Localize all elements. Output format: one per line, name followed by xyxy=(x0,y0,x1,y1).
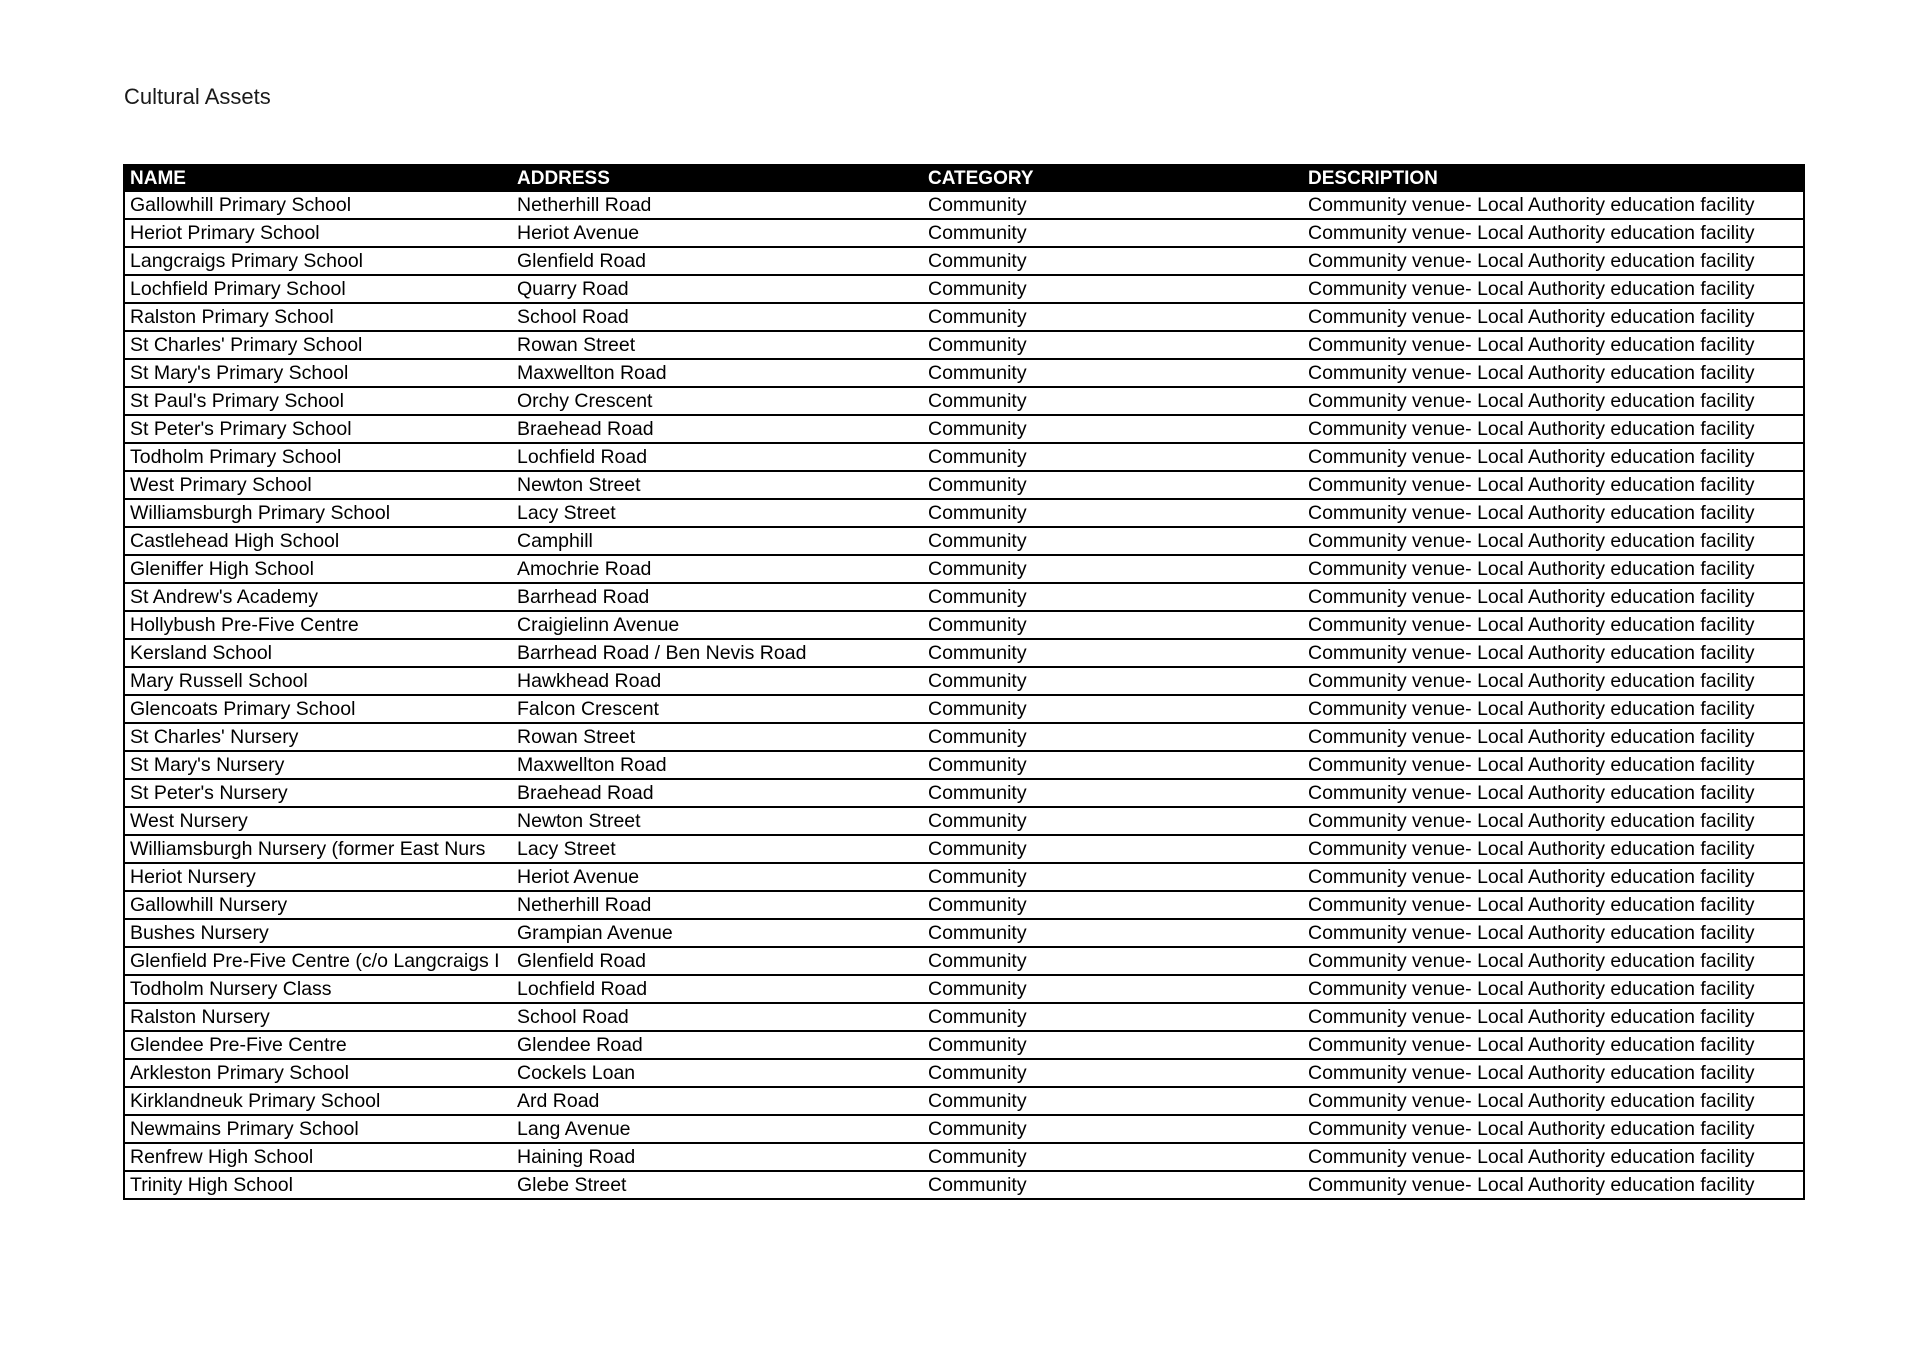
cell-address: Hawkhead Road xyxy=(512,667,923,695)
table-row xyxy=(124,555,1804,583)
cell-name: St Charles' Nursery xyxy=(124,723,512,751)
cell-category: Community xyxy=(923,751,1303,779)
cell-name: Todholm Nursery Class xyxy=(124,975,512,1003)
cell-category: Community xyxy=(923,555,1303,583)
cell-name: Castlehead High School xyxy=(124,527,512,555)
cell-description: Community venue- Local Authority education facility xyxy=(1303,219,1804,247)
cell-name: Heriot Nursery xyxy=(124,863,512,891)
cell-address: Maxwellton Road xyxy=(512,359,923,387)
cell-name: St Peter's Primary School xyxy=(124,415,512,443)
cell-description: Community venue- Local Authority education facility xyxy=(1303,1115,1804,1143)
cell-category: Community xyxy=(923,192,1303,219)
cell-category: Community xyxy=(923,331,1303,359)
cell-address: Orchy Crescent xyxy=(512,387,923,415)
table-row xyxy=(124,611,1804,639)
cell-category: Community xyxy=(923,1143,1303,1171)
cell-description: Community venue- Local Authority education facility xyxy=(1303,499,1804,527)
cell-category: Community xyxy=(923,723,1303,751)
cell-name: Lochfield Primary School xyxy=(124,275,512,303)
table-row xyxy=(124,1031,1804,1059)
header-name: NAME xyxy=(124,165,512,192)
page-title: Cultural Assets xyxy=(124,84,271,109)
cell-category: Community xyxy=(923,975,1303,1003)
cell-description: Community venue- Local Authority education facility xyxy=(1303,975,1804,1003)
cell-category: Community xyxy=(923,1031,1303,1059)
cell-address: School Road xyxy=(512,303,923,331)
table-row xyxy=(124,192,1804,219)
table-row xyxy=(124,695,1804,723)
cell-name: West Primary School xyxy=(124,471,512,499)
table-row xyxy=(124,1115,1804,1143)
cell-name: Mary Russell School xyxy=(124,667,512,695)
cell-description: Community venue- Local Authority education facility xyxy=(1303,527,1804,555)
cell-name: St Mary's Primary School xyxy=(124,359,512,387)
cell-address: Heriot Avenue xyxy=(512,219,923,247)
cell-category: Community xyxy=(923,499,1303,527)
cell-description: Community venue- Local Authority education facility xyxy=(1303,695,1804,723)
cell-name: Langcraigs Primary School xyxy=(124,247,512,275)
cell-description: Community venue- Local Authority education facility xyxy=(1303,779,1804,807)
cell-description: Community venue- Local Authority education facility xyxy=(1303,667,1804,695)
cell-address: Netherhill Road xyxy=(512,891,923,919)
cell-category: Community xyxy=(923,275,1303,303)
cell-category: Community xyxy=(923,1115,1303,1143)
cell-description: Community venue- Local Authority education facility xyxy=(1303,863,1804,891)
cell-address: Barrhead Road / Ben Nevis Road xyxy=(512,639,923,667)
cell-address: Glenfield Road xyxy=(512,247,923,275)
cell-description: Community venue- Local Authority education facility xyxy=(1303,555,1804,583)
table-row xyxy=(124,891,1804,919)
table-row xyxy=(124,303,1804,331)
header-description: DESCRIPTION xyxy=(1303,165,1804,192)
cell-name: Glencoats Primary School xyxy=(124,695,512,723)
cell-category: Community xyxy=(923,807,1303,835)
cell-description: Community venue- Local Authority education facility xyxy=(1303,947,1804,975)
cell-description: Community venue- Local Authority education facility xyxy=(1303,583,1804,611)
cell-category: Community xyxy=(923,947,1303,975)
cell-description: Community venue- Local Authority education facility xyxy=(1303,1171,1804,1199)
cell-address: Lochfield Road xyxy=(512,443,923,471)
table-row xyxy=(124,1171,1804,1199)
table-row xyxy=(124,863,1804,891)
cell-category: Community xyxy=(923,1059,1303,1087)
cell-address: Craigielinn Avenue xyxy=(512,611,923,639)
cell-description: Community venue- Local Authority education facility xyxy=(1303,919,1804,947)
cell-name: St Charles' Primary School xyxy=(124,331,512,359)
cell-category: Community xyxy=(923,779,1303,807)
cell-description: Community venue- Local Authority education facility xyxy=(1303,415,1804,443)
cell-description: Community venue- Local Authority education facility xyxy=(1303,891,1804,919)
cell-description: Community venue- Local Authority education facility xyxy=(1303,471,1804,499)
cell-name: Gleniffer High School xyxy=(124,555,512,583)
table-row xyxy=(124,975,1804,1003)
header-category: CATEGORY xyxy=(923,165,1303,192)
cell-address: Lang Avenue xyxy=(512,1115,923,1143)
cell-name: Trinity High School xyxy=(124,1171,512,1199)
cell-category: Community xyxy=(923,471,1303,499)
cell-description: Community venue- Local Authority education facility xyxy=(1303,192,1804,219)
cell-address: Rowan Street xyxy=(512,331,923,359)
cell-description: Community venue- Local Authority education facility xyxy=(1303,247,1804,275)
cell-description: Community venue- Local Authority education facility xyxy=(1303,443,1804,471)
cell-name: St Paul's Primary School xyxy=(124,387,512,415)
cell-name: Gallowhill Nursery xyxy=(124,891,512,919)
cell-address: Glendee Road xyxy=(512,1031,923,1059)
cell-address: Amochrie Road xyxy=(512,555,923,583)
cell-name: Renfrew High School xyxy=(124,1143,512,1171)
cell-description: Community venue- Local Authority education facility xyxy=(1303,1003,1804,1031)
cell-address: Grampian Avenue xyxy=(512,919,923,947)
cell-address: School Road xyxy=(512,1003,923,1031)
cell-name: Bushes Nursery xyxy=(124,919,512,947)
cell-description: Community venue- Local Authority education facility xyxy=(1303,807,1804,835)
cell-description: Community venue- Local Authority education facility xyxy=(1303,1059,1804,1087)
table-row xyxy=(124,331,1804,359)
cell-category: Community xyxy=(923,863,1303,891)
cell-description: Community venue- Local Authority education facility xyxy=(1303,331,1804,359)
cell-name: Ralston Nursery xyxy=(124,1003,512,1031)
cell-name: Ralston Primary School xyxy=(124,303,512,331)
table-row xyxy=(124,415,1804,443)
table-row xyxy=(124,471,1804,499)
cell-category: Community xyxy=(923,639,1303,667)
cell-name: Heriot Primary School xyxy=(124,219,512,247)
cell-name: St Peter's Nursery xyxy=(124,779,512,807)
table-header xyxy=(124,165,1804,192)
cell-category: Community xyxy=(923,611,1303,639)
cell-address: Lochfield Road xyxy=(512,975,923,1003)
cell-address: Barrhead Road xyxy=(512,583,923,611)
table-row xyxy=(124,387,1804,415)
cell-address: Newton Street xyxy=(512,807,923,835)
cell-address: Glenfield Road xyxy=(512,947,923,975)
cell-category: Community xyxy=(923,583,1303,611)
cell-category: Community xyxy=(923,1003,1303,1031)
cell-category: Community xyxy=(923,1087,1303,1115)
cell-address: Heriot Avenue xyxy=(512,863,923,891)
cell-category: Community xyxy=(923,219,1303,247)
cell-category: Community xyxy=(923,303,1303,331)
cell-description: Community venue- Local Authority education facility xyxy=(1303,1087,1804,1115)
cell-name: Williamsburgh Primary School xyxy=(124,499,512,527)
cell-category: Community xyxy=(923,387,1303,415)
cell-description: Community venue- Local Authority education facility xyxy=(1303,387,1804,415)
cell-category: Community xyxy=(923,359,1303,387)
cell-address: Lacy Street xyxy=(512,499,923,527)
cell-address: Cockels Loan xyxy=(512,1059,923,1087)
cell-name: Todholm Primary School xyxy=(124,443,512,471)
table-row xyxy=(124,751,1804,779)
table-row xyxy=(124,583,1804,611)
cell-description: Community venue- Local Authority education facility xyxy=(1303,359,1804,387)
cell-description: Community venue- Local Authority education facility xyxy=(1303,275,1804,303)
cell-address: Ard Road xyxy=(512,1087,923,1115)
cell-category: Community xyxy=(923,919,1303,947)
cell-name: St Mary's Nursery xyxy=(124,751,512,779)
table-row xyxy=(124,667,1804,695)
cell-description: Community venue- Local Authority education facility xyxy=(1303,1143,1804,1171)
cell-description: Community venue- Local Authority education facility xyxy=(1303,835,1804,863)
table-row xyxy=(124,1087,1804,1115)
table-row xyxy=(124,359,1804,387)
cell-description: Community venue- Local Authority education facility xyxy=(1303,723,1804,751)
cell-address: Braehead Road xyxy=(512,415,923,443)
cell-category: Community xyxy=(923,247,1303,275)
cell-name: Glenfield Pre-Five Centre (c/o Langcraigs I xyxy=(124,947,512,975)
cell-description: Community venue- Local Authority education facility xyxy=(1303,639,1804,667)
table-row xyxy=(124,779,1804,807)
cell-address: Lacy Street xyxy=(512,835,923,863)
cell-category: Community xyxy=(923,415,1303,443)
cell-name: Newmains Primary School xyxy=(124,1115,512,1143)
cell-address: Quarry Road xyxy=(512,275,923,303)
cell-description: Community venue- Local Authority education facility xyxy=(1303,751,1804,779)
header-address: ADDRESS xyxy=(512,165,923,192)
table-row xyxy=(124,247,1804,275)
cell-name: West Nursery xyxy=(124,807,512,835)
cell-name: Williamsburgh Nursery (former East Nurs xyxy=(124,835,512,863)
table-row xyxy=(124,835,1804,863)
table-row xyxy=(124,639,1804,667)
cell-description: Community venue- Local Authority education facility xyxy=(1303,611,1804,639)
cell-name: Glendee Pre-Five Centre xyxy=(124,1031,512,1059)
cultural-assets-table xyxy=(123,164,1805,1200)
cell-category: Community xyxy=(923,443,1303,471)
cell-category: Community xyxy=(923,695,1303,723)
table-row xyxy=(124,947,1804,975)
table-row xyxy=(124,275,1804,303)
cell-address: Netherhill Road xyxy=(512,192,923,219)
table-row xyxy=(124,1143,1804,1171)
cell-address: Camphill xyxy=(512,527,923,555)
table-row xyxy=(124,807,1804,835)
cell-name: Hollybush Pre-Five Centre xyxy=(124,611,512,639)
table-row xyxy=(124,499,1804,527)
table-row xyxy=(124,723,1804,751)
table-body xyxy=(124,192,1804,1199)
cell-description: Community venue- Local Authority education facility xyxy=(1303,303,1804,331)
cell-address: Braehead Road xyxy=(512,779,923,807)
table-row xyxy=(124,219,1804,247)
cell-address: Haining Road xyxy=(512,1143,923,1171)
cell-category: Community xyxy=(923,891,1303,919)
cell-name: St Andrew's Academy xyxy=(124,583,512,611)
cell-name: Kirklandneuk Primary School xyxy=(124,1087,512,1115)
cell-description: Community venue- Local Authority education facility xyxy=(1303,1031,1804,1059)
cell-category: Community xyxy=(923,835,1303,863)
cell-category: Community xyxy=(923,527,1303,555)
table-row xyxy=(124,919,1804,947)
cell-category: Community xyxy=(923,1171,1303,1199)
cell-name: Kersland School xyxy=(124,639,512,667)
header-row xyxy=(124,165,1804,192)
cell-address: Newton Street xyxy=(512,471,923,499)
cell-address: Rowan Street xyxy=(512,723,923,751)
cell-address: Falcon Crescent xyxy=(512,695,923,723)
table-row xyxy=(124,1059,1804,1087)
cell-category: Community xyxy=(923,667,1303,695)
cell-address: Glebe Street xyxy=(512,1171,923,1199)
cell-name: Gallowhill Primary School xyxy=(124,192,512,219)
table-row xyxy=(124,443,1804,471)
cell-address: Maxwellton Road xyxy=(512,751,923,779)
table-row xyxy=(124,527,1804,555)
table-row xyxy=(124,1003,1804,1031)
cell-name: Arkleston Primary School xyxy=(124,1059,512,1087)
